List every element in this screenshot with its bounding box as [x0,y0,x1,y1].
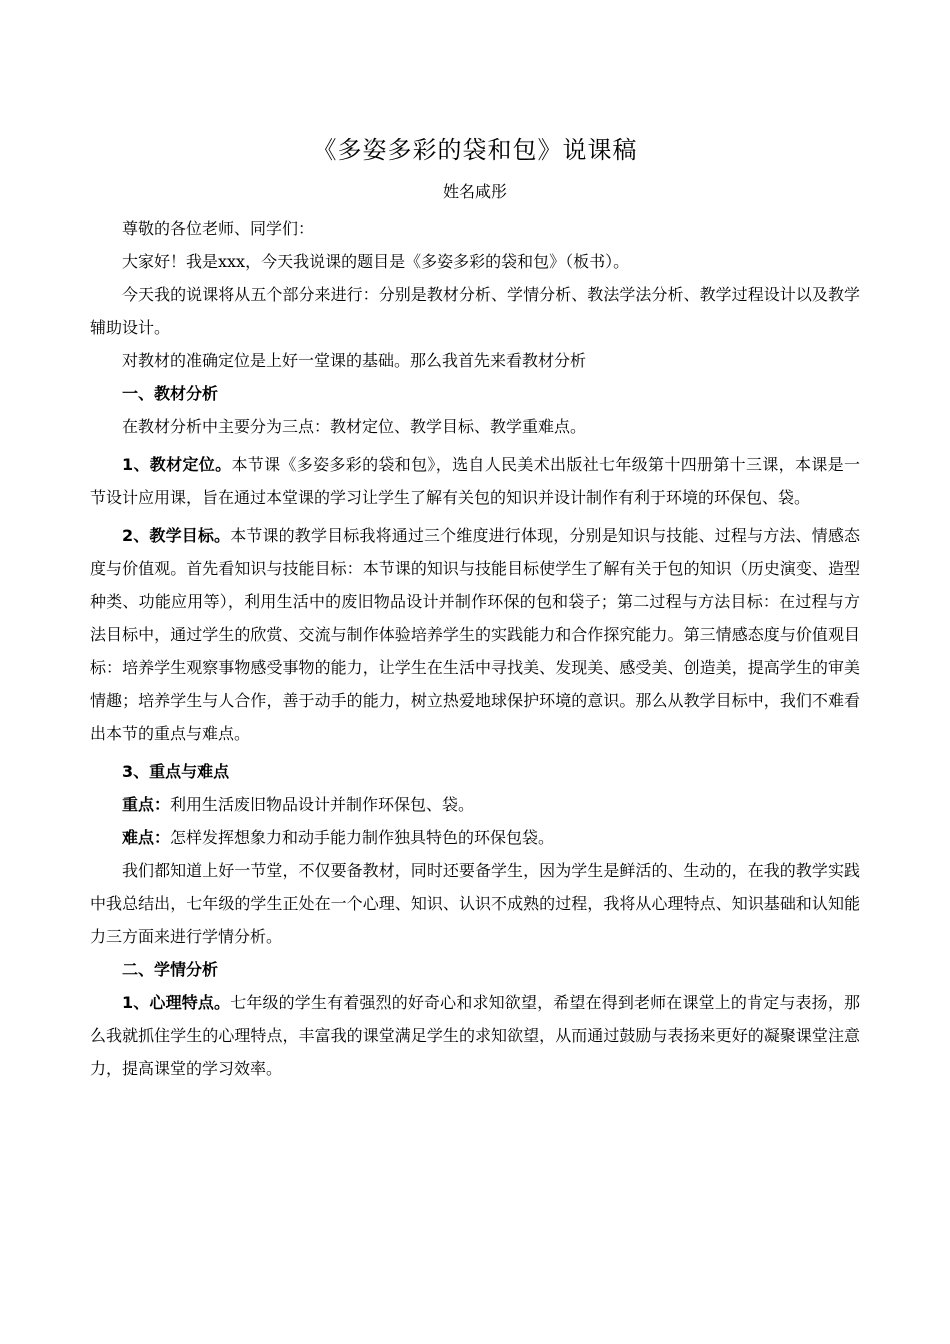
psychological-traits-paragraph [90,986,860,1085]
difficult-point-text: 怎样发挥想象力和动手能力制作独具特色的环保包袋。 [170,828,555,847]
key-point-label: 重点： [122,795,171,814]
difficult-point-label: 难点： [122,828,171,847]
teaching-goals-text: 本节课的教学目标我将通过三个维度进行体现，分别是知识与技能、过程与方法、情感态度与价值观。首先看知识与技能目标：本节课的知识与技能目标使学生了解有关于包的知识（历史演变、造型种类、功能应用等），利用生活中的废旧物品设计并制作环保的包和袋子；第二过程与方法目标：在过程与方法目标中，通过学生的欣赏、交流与制作体验培养学生的实践能力和合作探究能力。第三情感态度与价值观目标：培养学生观察事物感受事物的能力，让学生在生活中寻找美、发现美、感受美、创造美，提高学生的审美情趣；培养学生与人合作，善于动手的能力，树立热爱地球保护环境的意识。那么从教学目标中，我们不难看出本节的重点与难点。 [90,526,860,743]
outline-paragraph: 今天我的说课将从五个部分来进行：分别是教材分析、学情分析、教法学法分析、教学过程设计以及教学辅助设计。 [90,285,860,337]
section-heading-textbook-analysis: 一、教材分析 [122,384,219,403]
section-heading-student-analysis: 二、学情分析 [122,960,219,979]
transition-paragraph: 对教材的准确定位是上好一堂课的基础。那么我首先来看教材分析 [122,351,587,370]
psychological-traits-label: 1、心理特点。 [122,993,231,1012]
textbook-positioning-text: 本节课《多姿多彩的袋和包》，选自人民美术出版社七年级第十四册第十三课，本课是一节设计应用课，旨在通过本堂课的学习让学生了解有关包的知识并设计制作有利于环境的环保包、袋。 [90,455,860,507]
author-name: 姓名咸彤 [442,182,507,201]
document-title: 《多姿多彩的袋和包》说课稿 [312,136,638,164]
psychological-traits-text: 七年级的学生有着强烈的好奇心和求知欲望，希望在得到老师在课堂上的肯定与表扬，那么我就抓住学生的心理特点，丰富我的课堂满足学生的求知欲望，从而通过鼓励与表扬来更好的凝聚课堂注意力，提高课堂的学习效率。 [90,993,860,1078]
teaching-goals-paragraph [90,519,860,750]
key-point-text: 利用生活废旧物品设计并制作环保包、袋。 [170,795,475,814]
greeting: 尊敬的各位老师、同学们： [122,219,315,238]
intro-paragraph: 大家好！我是xxx，今天我说课的题目是《多姿多彩的袋和包》（板书）。 [122,252,630,271]
key-point-paragraph [90,788,860,821]
textbook-analysis-summary: 在教材分析中主要分为三点：教材定位、教学目标、教学重难点。 [122,417,587,436]
difficult-point-paragraph [90,821,860,854]
teaching-goals-label: 2、教学目标。 [122,526,231,545]
textbook-positioning-label: 1、教材定位。 [122,455,232,474]
textbook-positioning-paragraph [90,448,860,514]
key-difficult-points-heading: 3、重点与难点 [122,762,230,781]
student-analysis-intro: 我们都知道上好一节堂，不仅要备教材，同时还要备学生，因为学生是鲜活的、生动的，在我的教学实践中我总结出，七年级的学生正处在一个心理、知识、认识不成熟的过程，我将从心理特点、知识基础和认知能力三方面来进行学情分析。 [90,861,860,946]
